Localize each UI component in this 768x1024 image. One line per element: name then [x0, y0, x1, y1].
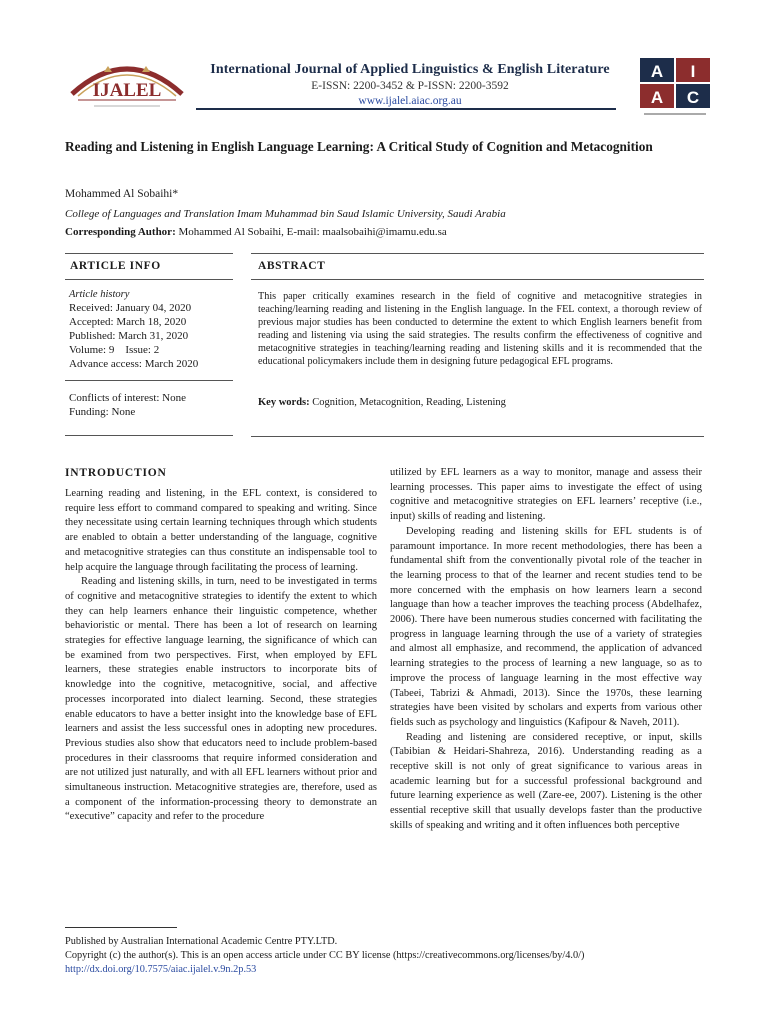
journal-title: International Journal of Applied Linguistics & English Literature — [210, 62, 610, 77]
accepted-date: Accepted: March 18, 2020 — [69, 316, 187, 328]
paragraph: Reading and listening skills, in turn, need to be investigated in terms of cognitive and metacognitive strategies to identify the extent to which they can help learners enhance their linguistic competence, whether behavioristic or mental. There has been a lot of research on learning strategies for effective language learning, the significance of which can be examined from two perspectives. First, when employed by EFL learners, these strategies enable instructors to incorporate bits of knowledge into the cognitive, metacognitive, social, and affective processes incorporated into dialect learning. Second, these strategies enable educators to have a better insight into the knowledge base of EFL learners and assist the less successful ones in adopting new procedures. Previous studies also show that educators need to include problem-based procedures in their classrooms that require informed consideration and are not utilized just naturally, and with all EFL learners without prior and simultaneous instruction. Metacognitive strategies are, therefore, used as a component of the information-processing theory to demonstrate an “executive” capacity and refer to the procedure — [65, 576, 377, 823]
conflicts-of-interest: Conflicts of interest: None — [69, 392, 187, 404]
abstract-top-rule — [251, 253, 704, 254]
keywords — [258, 397, 702, 408]
funding: Funding: None — [69, 406, 136, 418]
body-column-left — [65, 487, 377, 825]
abstract-heading-rule — [251, 279, 704, 280]
volume-issue: Volume: 9 Issue: 2 — [69, 344, 160, 356]
corresponding-label: Corresponding Author: — [65, 226, 176, 238]
paragraph: Reading and listening are considered receptive, or input, skills (Tabibian & Heidari-Shahreza, 2016). Understanding reading as a receptive skill is not only of great significance to various areas in academic learning but for a successful professional background and future learning experience as well (Zare-ee, 2007). Listening is the other essential receptive skill that usually develops faster than the productive skills of speaking and writing and it often influences both perceptive — [390, 731, 702, 831]
paper-title: Reading and Listening in English Language Learning: A Critical Study of Cognition and Metacognition — [65, 139, 653, 154]
received-date: Received: January 04, 2020 — [69, 302, 192, 314]
keywords-label: Key words: — [258, 397, 310, 408]
keywords-list: Cognition, Metacognition, Reading, Listening — [312, 397, 506, 408]
paragraph: Developing reading and listening skills for EFL students is of paramount importance. In more recent methodologies, there has been a fundamental shift from the conventionally pivotal role of the teacher in the learning process to that of the learner and recent studies tend to be more concerned with the emphasis on how learners learn a second language than how a teacher improves the teaching process (Abdelhafez, 2006). There have been numerous studies concerned with facilitating the progress in language learning through the use of a variety of strategies and almost all emphasize, and recommend, the application of advanced learning strategies to the process of learning a new language, so as to improve the process of language learning in the most effective way (Tabeei, Tabrizi & Ahmadi, 2013). Since the 1970s, these learning strategies have been visited by scholars and experts from various other fields such as psychology and linguistics (Kafipour & Naveh, 2011). — [390, 525, 702, 728]
svg-text:A: A — [650, 62, 664, 81]
article-info-top-rule — [65, 253, 233, 254]
author-affiliation: College of Languages and Translation Imam Muhammad bin Saud Islamic University, Saudi Arabia — [65, 208, 506, 220]
article-info-heading-rule — [65, 279, 233, 280]
corresponding-text: Mohammed Al Sobaihi, E-mail: maalsobaihi@imamu.edu.sa — [178, 226, 447, 238]
author-name: Mohammed Al Sobaihi* — [65, 188, 179, 200]
journal-logo-left — [64, 50, 190, 114]
abstract-heading: ABSTRACT — [258, 260, 326, 272]
paragraph: utilized by EFL learners as a way to monitor, manage and assess their learning processes. This paper aims to investigate the effect of using cognitive and metacognitive strategies on EFL learners’ receptive (i.e., input) skills of reading and listening. — [390, 467, 702, 523]
article-info-mid-rule — [65, 380, 233, 381]
article-history-label: Article history — [69, 289, 130, 300]
svg-text:IJALEL: IJALEL — [92, 80, 162, 101]
aiac-logo — [636, 56, 714, 118]
journal-issn: E-ISSN: 2200-3452 & P-ISSN: 2200-3592 — [311, 80, 509, 92]
svg-text:A: A — [650, 88, 664, 107]
header-divider — [196, 108, 616, 110]
journal-url[interactable]: www.ijalel.aiac.org.au — [358, 95, 462, 107]
article-info-heading: ARTICLE INFO — [70, 260, 161, 272]
svg-text:C: C — [686, 88, 700, 107]
body-column-right — [390, 466, 702, 834]
paragraph: Learning reading and listening, in the EFL context, is considered to require less effort to command compared to speaking and writing. Since they necessitate using certain learning techniques through which students are enabled to obtain a better understanding of the language, cognitive and metacognitive strategies can thus constitute an indispensable tool to help acquire the language through facilitating the process of learning. — [65, 488, 377, 573]
abstract-text: This paper critically examines research in the field of cognitive and metacognitive strategies in teaching/learning reading and listening in the English language. In the FEL context, a thorough review of previous major studies has been conducted to determine the extent to which English learners benefit from reading and listening via using the said strategies. The results confirm the effectiveness of cognitive and metacognitive strategies in teaching/learning reading and listening skills and it is recommended that the educational policymakers include them in designing future pedagogical EFL programs. — [258, 291, 702, 367]
copyright-note: Copyright (c) the author(s). This is an open access article under CC BY license (https://creativecommons.org/licenses/by/4.0/) — [65, 950, 585, 961]
abstract-bottom-rule — [251, 436, 704, 437]
advance-access: Advance access: March 2020 — [69, 358, 199, 370]
footnote-rule — [65, 927, 177, 928]
article-info-bottom-rule — [65, 435, 233, 436]
svg-text:I: I — [690, 62, 696, 81]
introduction-heading: INTRODUCTION — [65, 467, 167, 479]
published-date: Published: March 31, 2020 — [69, 330, 189, 342]
publisher-note: Published by Australian International Academic Centre PTY.LTD. — [65, 936, 338, 947]
corresponding-author — [65, 226, 447, 238]
doi-link[interactable]: http://dx.doi.org/10.7575/aiac.ijalel.v.9n.2p.53 — [65, 964, 257, 975]
